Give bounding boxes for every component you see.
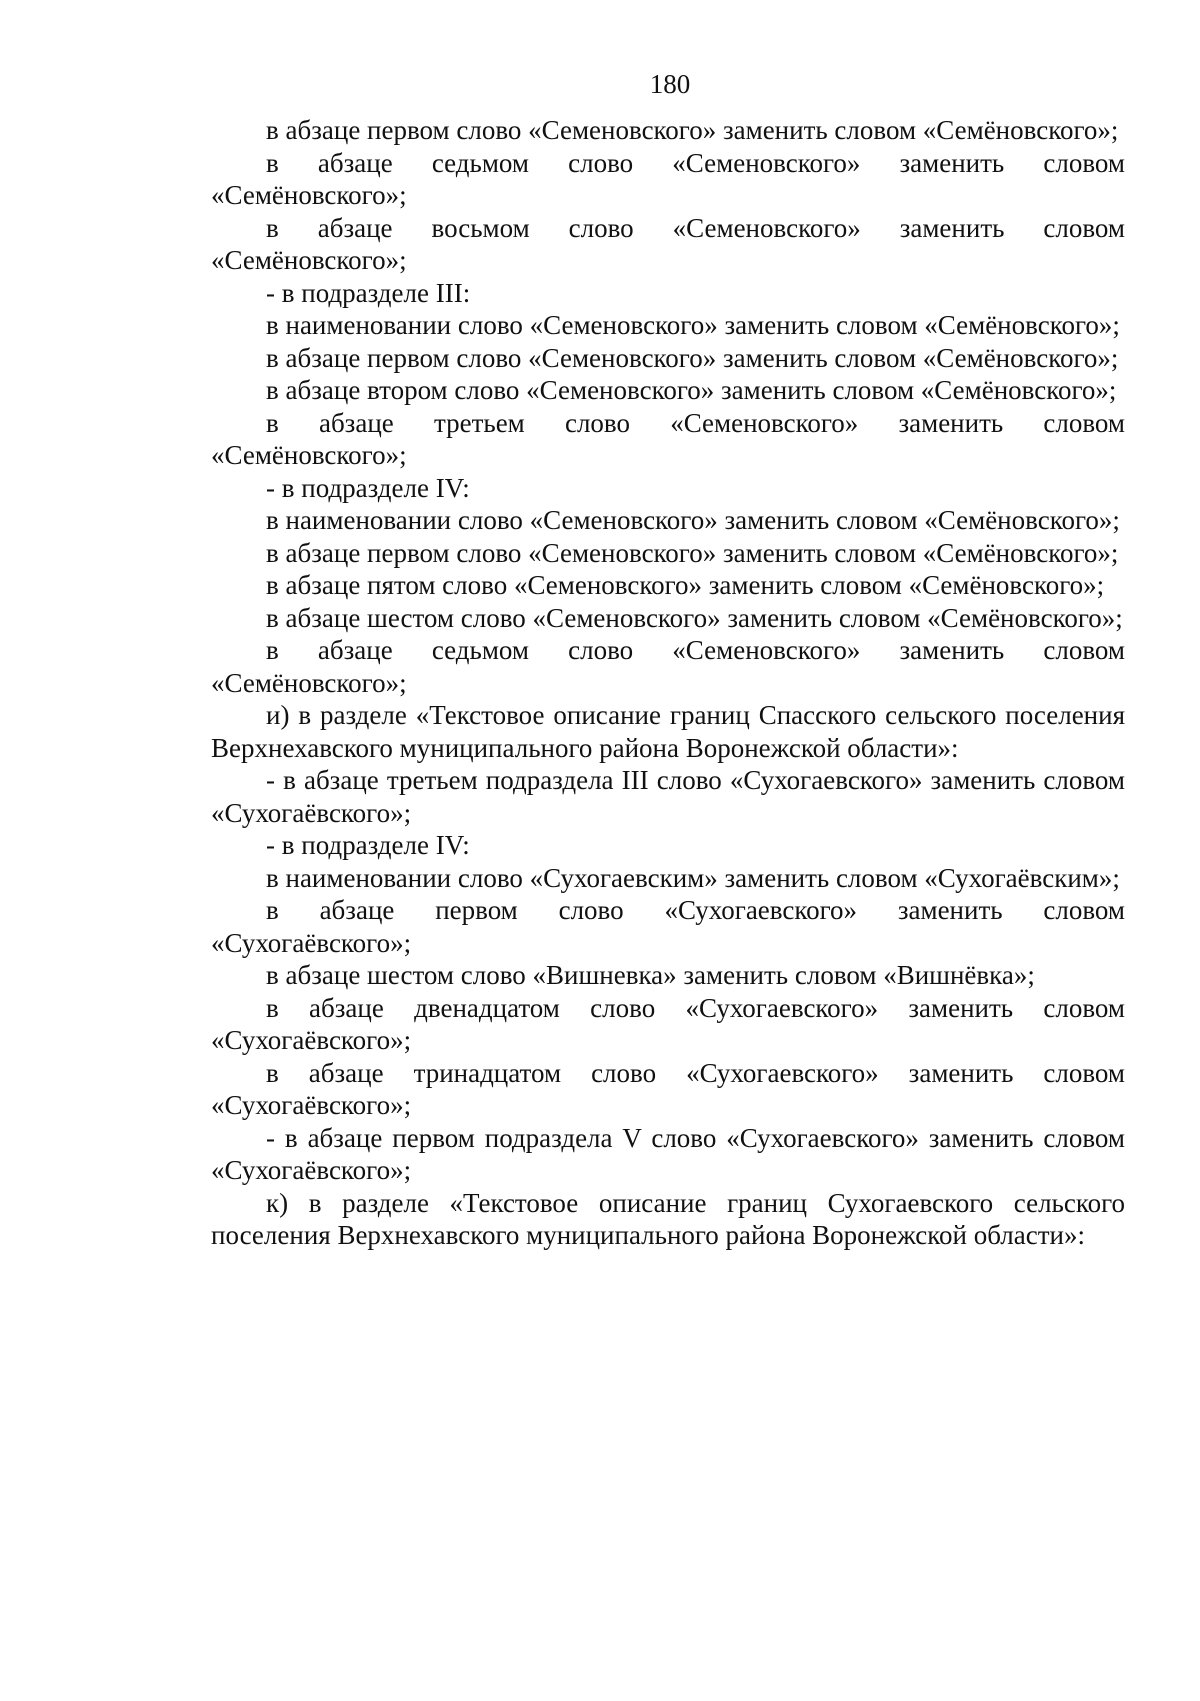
paragraph: в абзаце двенадцатом слово «Сухогаевского» заменить словом «Сухогаёвского»; — [211, 992, 1125, 1055]
paragraph: в абзаце первом слово «Семеновского» заменить словом «Семёновского»; — [266, 342, 1119, 373]
paragraph: в наименовании слово «Семеновского» заменить словом «Семёновского»; — [266, 505, 1120, 535]
paragraph: в абзаце седьмом слово «Семеновского» заменить словом «Семёновского»; — [211, 147, 1125, 210]
paragraph: в абзаце первом слово «Семеновского» заменить словом «Семёновского»; — [266, 115, 1119, 145]
document-body — [211, 114, 1125, 1252]
paragraph: и) в разделе «Текстовое описание границ Спасского сельского поселения Верхнехавского муниципального района Воронежской области»: — [211, 700, 1125, 763]
page-number: 180 — [649, 69, 691, 99]
paragraph: в наименовании слово «Сухогаевским» заменить словом «Сухогаёвским»; — [266, 862, 1120, 893]
paragraph: в абзаце первом слово «Сухогаевского» заменить словом «Сухогаёвского»; — [211, 895, 1125, 958]
paragraph: в наименовании слово «Семеновского» заменить словом «Семёновского»; — [266, 310, 1120, 340]
paragraph: - в абзаце первом подраздела V слово «Сухогаевского» заменить словом «Сухогаёвского»; — [211, 1122, 1125, 1185]
paragraph: в абзаце пятом слово «Семеновского» заменить словом «Семёновского»; — [266, 570, 1105, 600]
paragraph: в абзаце первом слово «Семеновского» заменить словом «Семёновского»; — [266, 537, 1119, 568]
paragraph: к) в разделе «Текстовое описание границ Сухогаевского сельского поселения Верхнехавского муниципального района Воронежской области»: — [211, 1187, 1125, 1250]
paragraph: - в подразделе IV: — [266, 830, 470, 860]
paragraph: в абзаце шестом слово «Семеновского» заменить словом «Семёновского»; — [266, 602, 1123, 633]
paragraph: в абзаце седьмом слово «Семеновского» заменить словом «Семёновского»; — [211, 635, 1125, 698]
paragraph: - в абзаце третьем подраздела III слово «Сухогаевского» заменить словом «Сухогаёвского»; — [211, 765, 1125, 828]
paragraph: в абзаце восьмом слово «Семеновского» заменить словом «Семёновского»; — [211, 212, 1125, 275]
paragraph: в абзаце втором слово «Семеновского» заменить словом «Семёновского»; — [266, 375, 1117, 405]
paragraph: в абзаце шестом слово «Вишневка» заменить словом «Вишнёвка»; — [266, 960, 1035, 990]
paragraph: - в подразделе IV: — [266, 472, 470, 503]
paragraph: в абзаце тринадцатом слово «Сухогаевского» заменить словом «Сухогаёвского»; — [211, 1057, 1125, 1120]
paragraph: в абзаце третьем слово «Семеновского» заменить словом «Семёновского»; — [211, 407, 1125, 470]
paragraph: - в подразделе III: — [266, 277, 471, 308]
